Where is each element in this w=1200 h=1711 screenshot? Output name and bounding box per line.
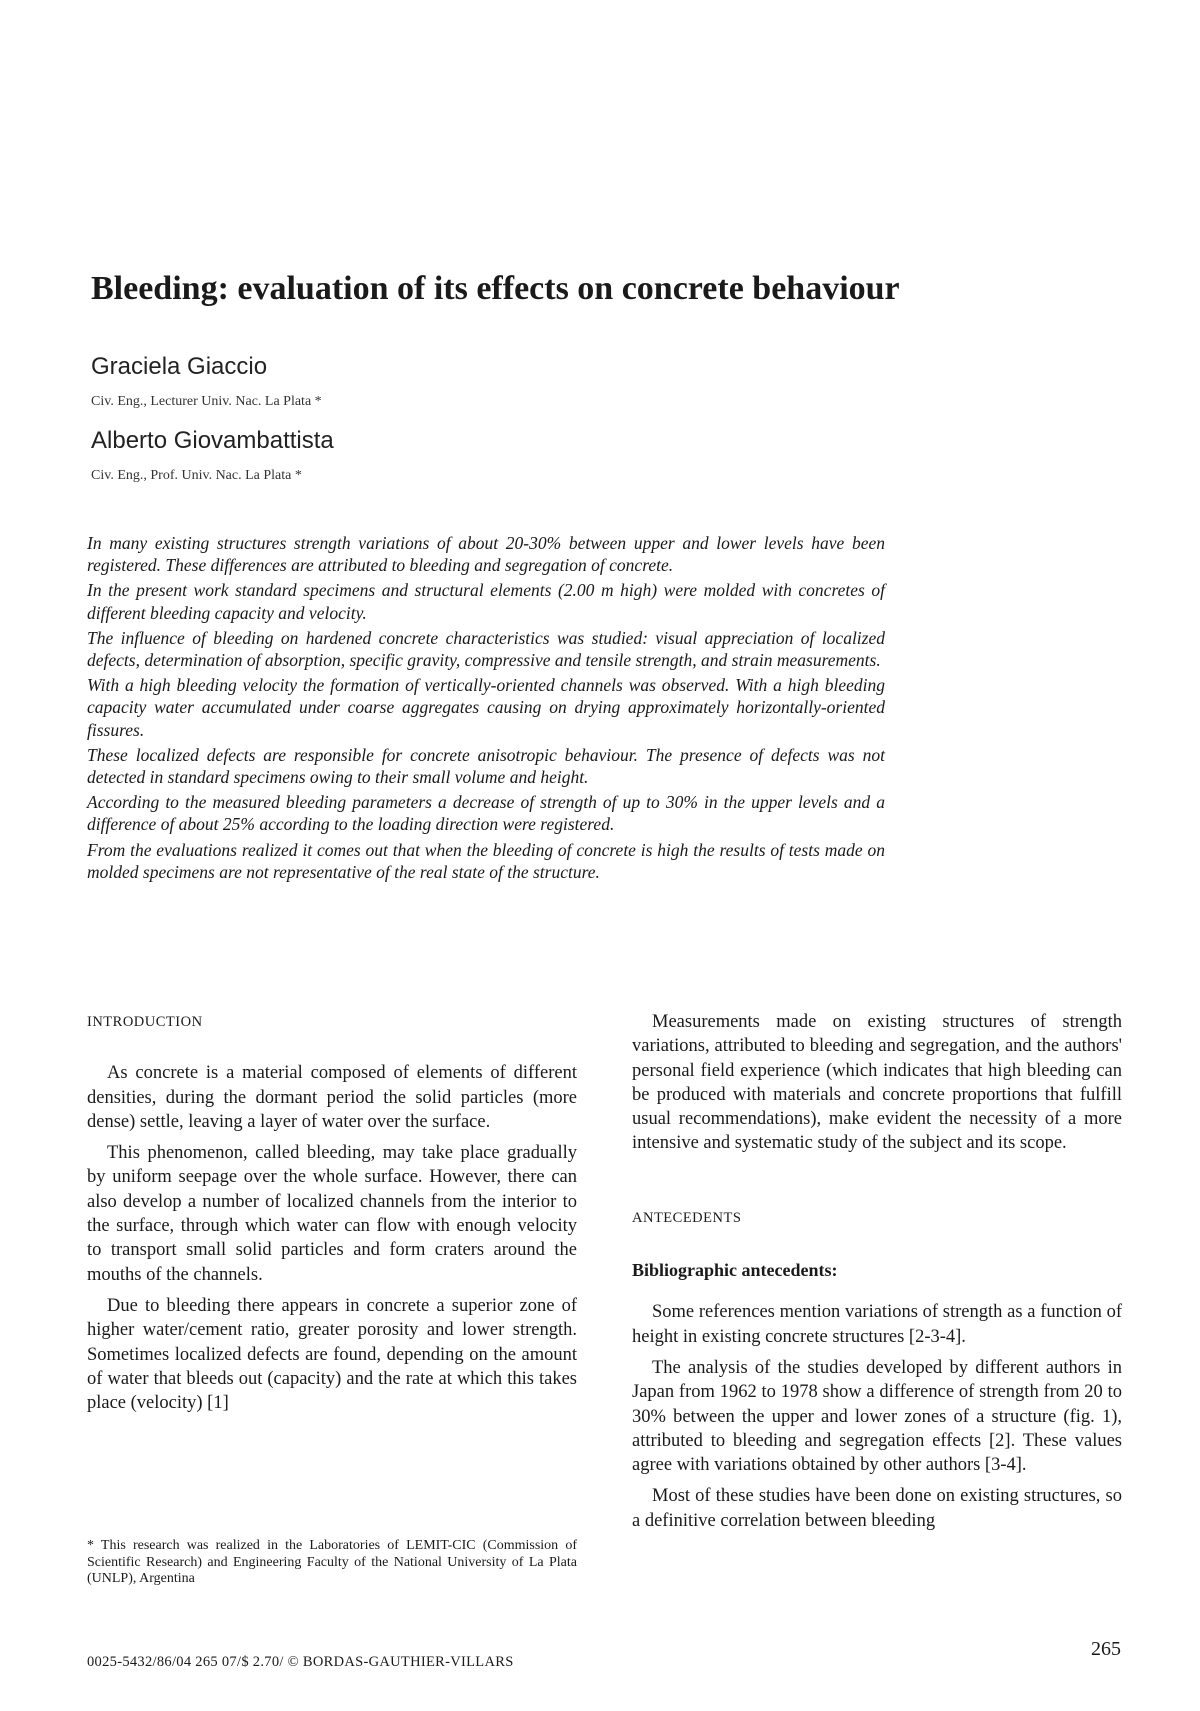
abstract-paragraph: In many existing structures strength variations of about 20-30% between upper and lower levels have been registered. These differences are attributed to bleeding and segregation of concrete. — [87, 533, 885, 576]
body-paragraph: This phenomenon, called bleeding, may take place gradually by uniform seepage over the whole surface. However, there can also develop a number of localized channels from the interior to the surface, through which water can flow with enough velocity to transport small solid particles and form craters around the mouths of the channels. — [87, 1143, 577, 1285]
body-paragraph: Due to bleeding there appears in concrete a superior zone of higher water/cement ratio, greater porosity and lower strength. Sometimes localized defects are found, depending on the amount of water that bleeds out (capacity) and the rate at which this takes place (velocity) [1] — [87, 1295, 577, 1414]
abstract — [87, 532, 885, 886]
author-affiliation: Civ. Eng., Lecturer Univ. Nac. La Plata * — [91, 394, 322, 409]
body-paragraph: Most of these studies have been done on existing structures, so a definitive correlation between bleeding — [632, 1486, 1122, 1531]
footnote: * This research was realized in the Laboratories of LEMIT-CIC (Commission of Scientific Research) and Engineering Faculty of the National University of La Plata (UNLP), Argentina — [87, 1538, 577, 1586]
left-column — [87, 1010, 577, 1422]
section-heading-antecedents: ANTECEDENTS — [632, 1209, 742, 1226]
abstract-paragraph: The influence of bleeding on hardened concrete characteristics was studied: visual appreciation of localized defects, determination of absorption, specific gravity, compressive and tensile strength, and strain measurements. — [87, 627, 885, 671]
paper-title: Bleeding: evaluation of its effects on concrete behaviour — [91, 270, 900, 307]
author-name: Graciela Giaccio — [91, 353, 268, 380]
publisher-code: 0025-5432/86/04 265 07/$ 2.70/ © BORDAS-GAUTHIER-VILLARS — [87, 1654, 514, 1670]
subsection-heading: Bibliographic antecedents: — [632, 1260, 838, 1281]
body-paragraph: The analysis of the studies developed by different authors in Japan from 1962 to 1978 show a difference of strength from 20 to 30% between the upper and lower zones of a structure (fig. 1), attributed to bleeding and segregation effects [2]. These values agree with variations obtained by other authors [3-4]. — [632, 1357, 1122, 1476]
abstract-paragraph: According to the measured bleeding parameters a decrease of strength of up to 30% in the upper levels and a difference of about 25% according to the loading direction were registered. — [87, 792, 885, 835]
abstract-paragraph: From the evaluations realized it comes out that when the bleeding of concrete is high the results of tests made on molded specimens are not representative of the real state of the structure. — [87, 839, 885, 882]
page-number: 265 — [1091, 1638, 1121, 1660]
section-heading-introduction: INTRODUCTION — [87, 1014, 203, 1030]
body-paragraph: As concrete is a material composed of elements of different densities, during the dormant period the solid particles (more dense) settle, leaving a layer of water over the surface. — [87, 1063, 577, 1132]
right-column — [632, 1010, 1122, 1540]
abstract-paragraph: In the present work standard specimens and structural elements (2.00 m high) were molded with concretes of different bleeding capacity and velocity. — [87, 580, 885, 623]
abstract-paragraph: With a high bleeding velocity the formation of vertically-oriented channels was observed. With a high bleeding capacity water accumulated under coarse aggregates causing on drying approximately horizontally-oriented fissures. — [87, 675, 885, 740]
author-name: Alberto Giovambattista — [91, 427, 334, 454]
author-affiliation: Civ. Eng., Prof. Univ. Nac. La Plata * — [91, 468, 302, 483]
body-paragraph: Measurements made on existing structures of strength variations, attributed to bleeding and segregation, and the authors' personal field experience (which indicates that high bleeding can be produced with materials and concrete proportions that fulfill usual recommendations), make evident the necessity of a more intensive and systematic study of the subject and its scope. — [632, 1012, 1122, 1154]
abstract-paragraph: These localized defects are responsible for concrete anisotropic behaviour. The presence of defects was not detected in standard specimens owing to their small volume and height. — [87, 744, 885, 788]
body-paragraph: Some references mention variations of strength as a function of height in existing concrete structures [2-3-4]. — [632, 1302, 1122, 1347]
